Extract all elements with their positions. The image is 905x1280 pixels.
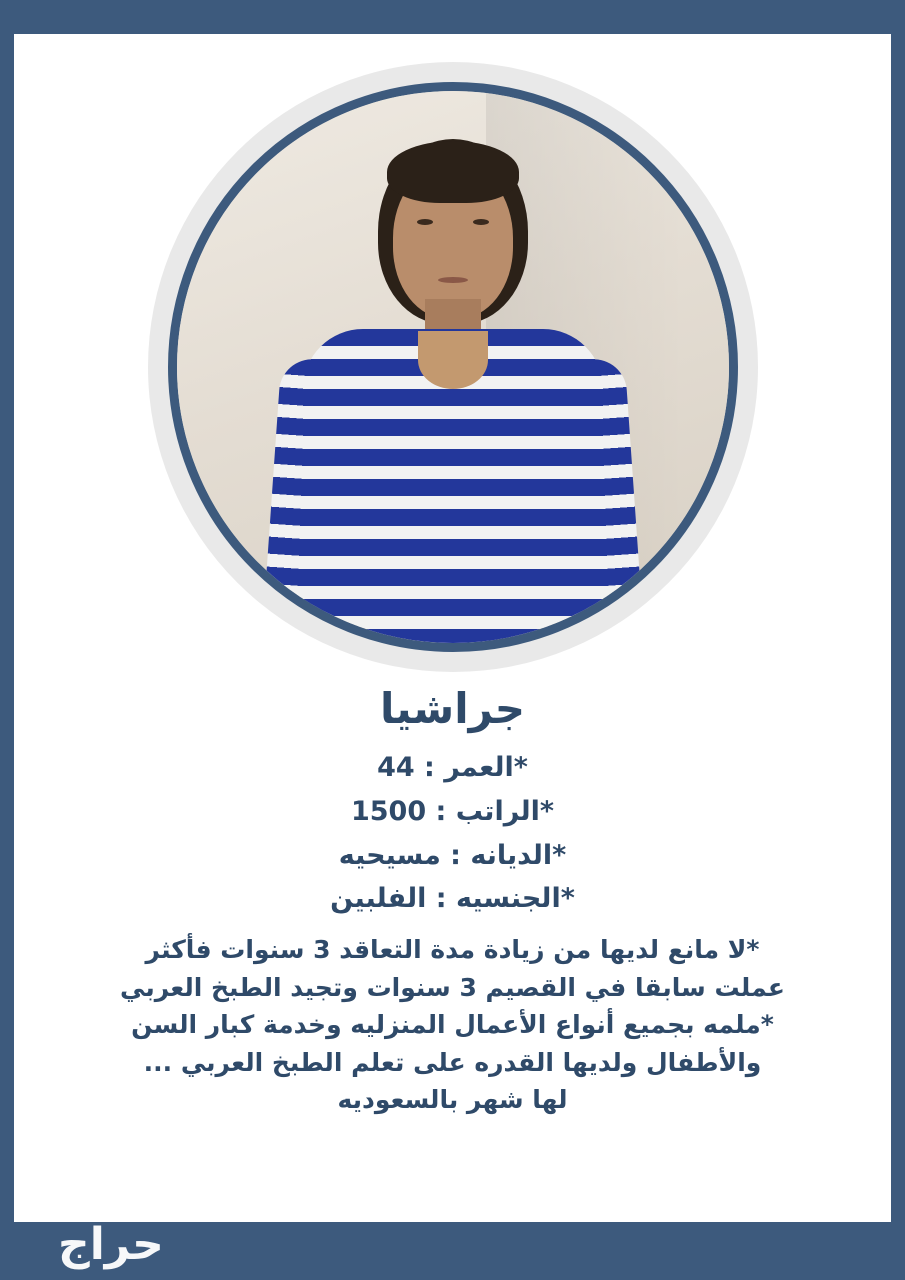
top-accent-bar	[0, 0, 905, 34]
field-salary: *الراتب : 1500	[350, 795, 555, 827]
profile-info	[42, 686, 863, 1119]
note-line: عملت سابقا في القصيم 3 سنوات وتجيد الطبخ العربي	[120, 972, 785, 1002]
field-nationality: *الجنسيه : الفلبين	[330, 883, 575, 915]
profile-notes	[42, 931, 863, 1119]
note-line: لها شهر بالسعوديه	[337, 1085, 568, 1115]
field-age: *العمر : 44	[377, 752, 528, 784]
field-religion: *الديانه : مسيحيه	[338, 839, 567, 871]
hair-front-shape	[387, 141, 519, 203]
photo-ring	[168, 82, 738, 652]
profile-name: جراشيا	[379, 684, 525, 733]
eye-left-shape	[417, 219, 433, 225]
note-line: *ملمه بجميع أنواع الأعمال المنزليه وخدمة كبار السن	[131, 1010, 774, 1040]
note-line: والأطفال ولديها القدره على تعلم الطبخ العربي ...	[143, 1047, 762, 1077]
watermark-logo: حراج	[58, 1219, 164, 1270]
eye-right-shape	[473, 219, 489, 225]
mouth-shape	[438, 277, 468, 283]
collar-shape	[418, 331, 488, 389]
note-line: *لا مانع لديها من زيادة مدة التعاقد 3 سنوات فأكثر	[145, 935, 760, 965]
portrait-image	[177, 91, 729, 643]
photo-frame	[148, 62, 758, 672]
